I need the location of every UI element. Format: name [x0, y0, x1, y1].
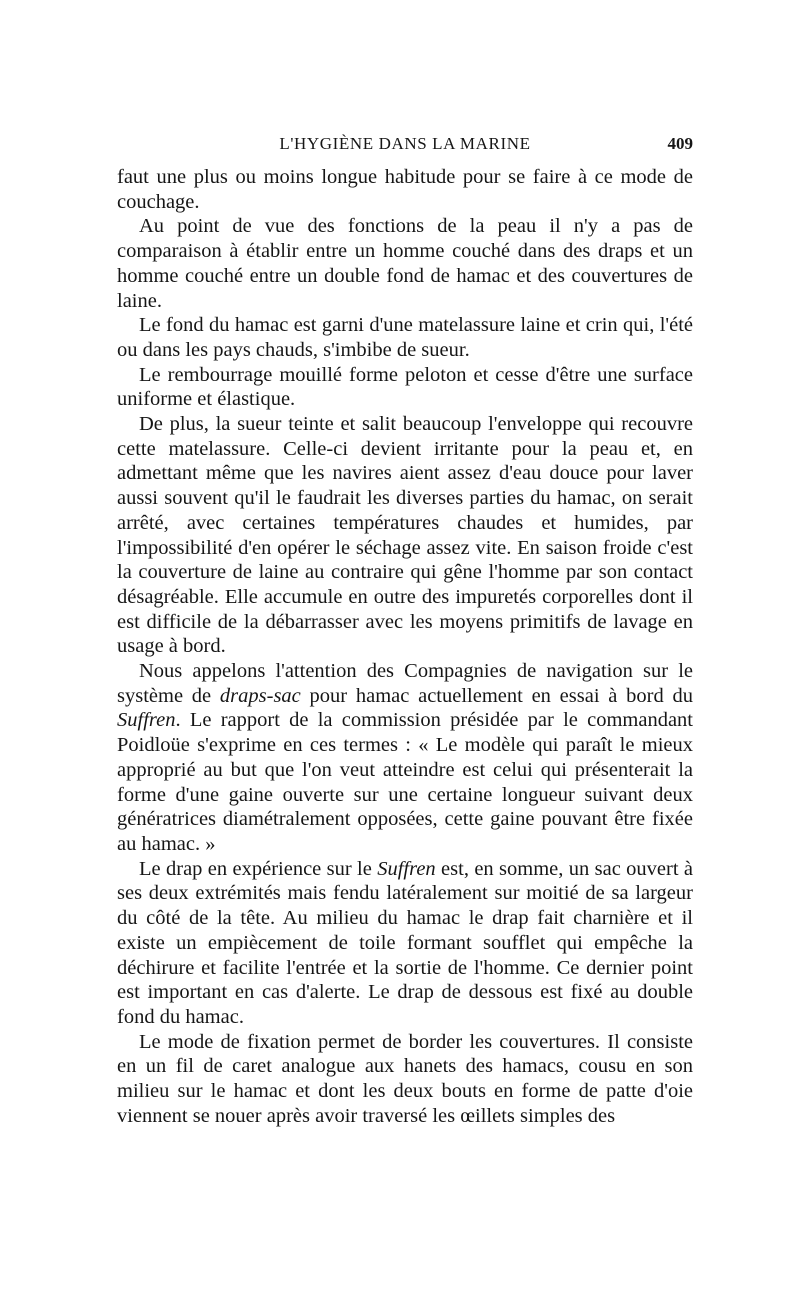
paragraph-3: Le fond du hamac est garni d'une matelassure laine et crin qui, l'été ou dans les pays chauds, s'imbibe de sueur.	[117, 314, 693, 361]
paragraph-1: faut une plus ou moins longue habitude pour se faire à ce mode de couchage.	[117, 166, 693, 213]
paragraph-5: De plus, la sueur teinte et salit beaucoup l'enveloppe qui recouvre cette matelassure. Celle-ci devient irritante pour la peau et, en admettant même que les navires aient assez d'eau douce pour laver aussi souvent qu'il le faudrait les diverses parties du hamac, on serait arrêté, avec certaines températures chaudes et humides, par l'impossibilité d'en opérer le séchage assez vite. En saison froide c'est la couverture de laine au contraire qui gêne l'homme par son contact désagréable. Elle accumule en outre des impuretés corporelles dont il est difficile de la débarrasser avec les moyens primitifs de lavage en usage à bord.	[117, 413, 693, 658]
paragraph-4: Le rembourrage mouillé forme peloton et cesse d'être une surface uniforme et élastique.	[117, 363, 693, 411]
body-text	[117, 165, 693, 1128]
paragraph-6-text-1: Nous appelons l'attention des Compagnies de navigation sur le système de	[117, 660, 693, 707]
paragraph-6	[117, 659, 693, 857]
paragraph-7-text-1: Le drap en expérience sur le	[139, 857, 378, 880]
paragraph-8: Le mode de fixation permet de border les couvertures. Il consiste en un fil de caret analogue aux hanets des hamacs, cousu en son milieu sur le hamac et dont les deux bouts en forme de patte d'oie viennent se nouer après avoir traversé les œillets simples des	[117, 1030, 693, 1127]
paragraph-6-text-2: pour hamac actuellement en essai à bord du	[300, 684, 693, 707]
italic-draps-sac: draps-sac	[219, 684, 301, 707]
paragraph-7-text-2: est, en somme, un sac ouvert à ses deux extrémités mais fendu latéralement sur moitié de sa largeur du côté de la tête. Au milieu du hamac le drap fait charnière et il existe un empiècement de toile formant soufflet qui empêche la déchirure et facilite l'entrée et la sortie de l'homme. Ce dernier point est important en cas d'alerte. Le drap de dessous est fixé au double fond du hamac.	[117, 857, 693, 1028]
running-title: L'HYGIÈNE DANS LA MARINE	[279, 134, 531, 153]
page-number: 409	[667, 134, 693, 153]
paragraph-6-text-3: . Le rapport de la commission présidée par le commandant Poidloüe s'exprime en ces termes : « Le modèle qui paraît le mieux approprié au but que l'on veut atteindre est celui qui présenterait la forme d'une gaine ouverte sur une certaine longueur suivant deux génératrices diamétralement opposées, cette gaine pouvant être fixée au hamac. »	[117, 709, 693, 855]
paragraph-7	[117, 857, 693, 1030]
italic-ship-name-2: Suffren	[377, 857, 436, 880]
italic-ship-name: Suffren	[117, 709, 176, 732]
page-header	[117, 134, 693, 164]
paragraph-2: Au point de vue des fonctions de la peau il n'y a pas de comparaison à établir entre un homme couché dans des draps et un homme couché entre un double fond de hamac et des couvertures de laine.	[117, 215, 693, 312]
